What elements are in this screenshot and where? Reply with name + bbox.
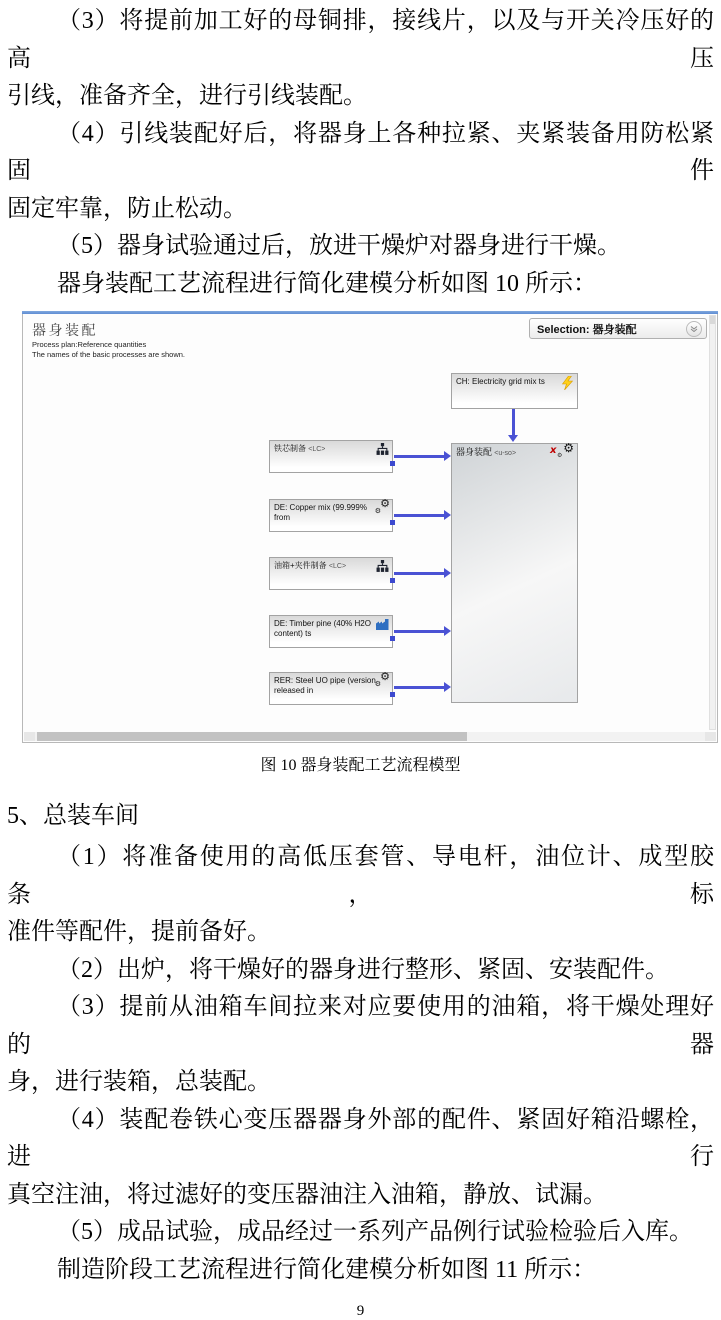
- gabi-process-plan-screenshot: [22, 311, 718, 743]
- paragraph-line: （5）器身试验通过后，放进干燥炉对器身进行干燥。: [57, 233, 621, 259]
- process-label: CH: Electricity grid mix ts: [456, 377, 545, 386]
- plan-hierarchy-icon: [376, 443, 390, 457]
- process-box-core-prep[interactable]: [269, 440, 393, 473]
- process-box-tank-clamp-prep[interactable]: [269, 557, 393, 590]
- plan-hierarchy-icon: [376, 560, 390, 574]
- horizontal-scrollbar-thumb[interactable]: [37, 732, 467, 741]
- process-box-steel-pipe[interactable]: [269, 672, 393, 705]
- paragraph-line: 引线，准备齐全，进行引线装配。: [7, 83, 367, 109]
- chevron-down-icon[interactable]: [686, 321, 702, 337]
- lightning-icon: [561, 376, 575, 390]
- paragraph-line: 制造阶段工艺流程进行简化建模分析如图 11 所示：: [57, 1256, 597, 1283]
- flow-arrow: [394, 455, 444, 458]
- plan-subtitle: Process plan:Reference quantities: [32, 340, 147, 349]
- paragraph-line: 真空注油，将过滤好的变压器油注入油箱，静放、试漏。: [7, 1181, 607, 1208]
- flow-arrow: [394, 572, 444, 575]
- process-suffix: <u-so>: [494, 450, 517, 457]
- gears-icon: ⚙ ⚙: [374, 670, 390, 688]
- paragraph-line: （5）成品试验，成品经过一系列产品例行试验检验后入库。: [57, 1219, 693, 1245]
- paragraph-line: 固定牢靠，防止松动。: [7, 195, 247, 222]
- vertical-scrollbar-thumb[interactable]: [710, 316, 715, 324]
- plan-title: 器身装配: [32, 322, 98, 338]
- process-label: DE: Timber pine (40% H2O content) ts: [274, 619, 371, 638]
- connection-port: [390, 520, 395, 525]
- connection-port: [390, 636, 395, 641]
- paragraph-line: （1）将准备使用的高低压套管、导电杆，油位计、成型胶条，标: [7, 844, 714, 908]
- vertical-scrollbar[interactable]: [709, 315, 716, 730]
- figure-top-border: [22, 311, 718, 314]
- connection-port: [390, 692, 395, 697]
- flow-arrow: [394, 630, 444, 633]
- flow-arrow: [394, 686, 444, 689]
- paragraph-line: （3）将提前加工好的母铜排，接线片，以及与开关冷压好的高压: [7, 8, 714, 72]
- top-paragraphs: [0, 0, 721, 303]
- paragraph-line: 准件等配件，提前备好。: [7, 919, 271, 945]
- bottom-paragraphs: [0, 839, 721, 1289]
- process-box-copper-mix[interactable]: [269, 499, 393, 532]
- paragraph-line: 器身装配工艺流程进行简化建模分析如图 10 所示：: [57, 270, 597, 297]
- paragraph-line: （3）提前从油箱车间拉来对应要使用的油箱，将干燥处理好的器: [7, 994, 714, 1058]
- selection-dropdown[interactable]: [529, 318, 707, 339]
- process-box-timber-pine[interactable]: [269, 615, 393, 648]
- flow-arrow-electricity: [512, 409, 515, 435]
- paragraph-line: （2）出炉，将干燥好的器身进行整形、紧固、安装配件。: [57, 956, 669, 983]
- process-label: 油箱+夹件制备: [274, 561, 327, 570]
- connection-port: [390, 461, 395, 466]
- process-label: DE: Copper mix (99.999% from: [274, 503, 367, 522]
- process-label: 铁芯制备: [274, 444, 306, 453]
- scroll-right-button[interactable]: [705, 732, 716, 741]
- gears-icon: ⚙ ⚙: [374, 497, 390, 515]
- horizontal-scrollbar[interactable]: [24, 732, 716, 741]
- page-number: 9: [356, 1303, 365, 1319]
- paragraph-line: （4）装配卷铁心变压器器身外部的配件、紧固好箱沿螺栓，进行: [7, 1106, 714, 1170]
- process-suffix: <LC>: [308, 446, 326, 453]
- process-box-electricity[interactable]: [451, 373, 578, 409]
- process-label: 器身装配: [456, 447, 493, 457]
- scroll-left-button[interactable]: [24, 732, 35, 741]
- process-suffix: <LC>: [328, 563, 347, 570]
- connection-port: [390, 578, 395, 583]
- plan-subtitle: The names of the basic processes are shown.: [32, 350, 185, 359]
- process-label: RER: Steel UO pipe (version released in: [274, 676, 376, 695]
- selection-label: Selection: 器身装配: [537, 323, 637, 336]
- flow-arrow: [394, 514, 444, 517]
- section-heading: 5、总装车间: [7, 803, 139, 829]
- figure-caption: 图 10 器身装配工艺流程模型: [260, 757, 461, 774]
- x-gear-icon: x ⚙ ⚙: [550, 441, 574, 459]
- factory-icon: [376, 618, 390, 632]
- paragraph-line: （4）引线装配好后，将器身上各种拉紧、夹紧装备用防松紧固件: [7, 120, 714, 184]
- paragraph-line: 身，进行装箱，总装配。: [7, 1069, 271, 1095]
- process-box-main-assembly[interactable]: [451, 443, 578, 703]
